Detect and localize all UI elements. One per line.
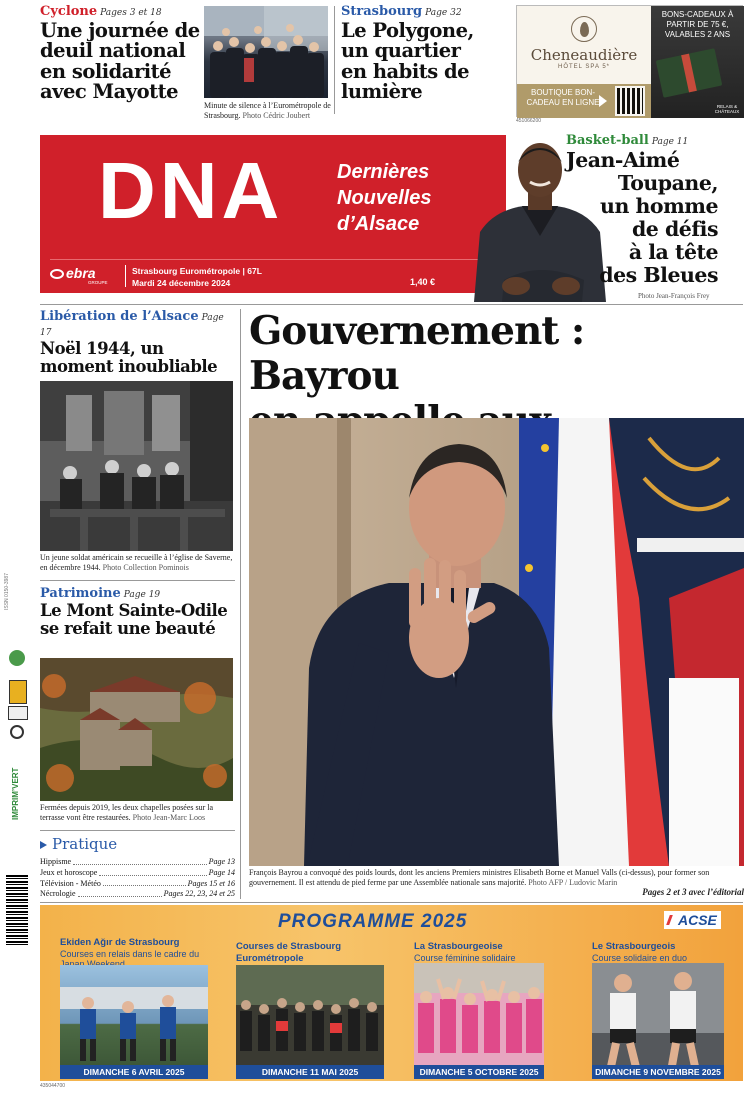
pratique-row[interactable]: Nécrologie Pages 22, 23, 24 et 25 (40, 889, 235, 899)
event-date: DIMANCHE 6 AVRIL 2025 (60, 1065, 208, 1079)
basket-credit: Photo Jean-François Frey (638, 292, 710, 300)
pratique-title: Pratique (40, 835, 235, 853)
headline-line: de défis (631, 216, 718, 241)
lead-refer[interactable]: Pages 2 et 3 avec l’éditorial (642, 887, 744, 897)
label-icon (8, 706, 28, 720)
divider (40, 902, 743, 903)
headline-line: à la tête (628, 239, 718, 264)
kicker: Libération de l’Alsace Page 17 (40, 309, 224, 338)
photo-minute-silence (204, 6, 328, 98)
basket-headline[interactable] (560, 149, 718, 287)
top-right-story[interactable] (341, 4, 506, 102)
crowd-illustration (204, 6, 328, 98)
name-line: Nouvelles (337, 187, 432, 209)
program-code: 435044700 (40, 1083, 66, 1089)
imprimvert-label: IMPRIM’VERT (11, 767, 20, 820)
edition (132, 265, 262, 290)
event-courses-strasbourg[interactable] (236, 941, 386, 1079)
event-photo (236, 965, 384, 1075)
top-photo-caption: Minute de silence à l’Eurométropole de Strasbourg. Photo Cédric Joubert (204, 101, 331, 120)
pratique-box (40, 835, 235, 900)
certification-icon (9, 680, 27, 704)
event-title: Courses de Strasbourg Eurométropole (236, 941, 342, 964)
divider (334, 6, 335, 114)
headline-line: des Bleues (599, 262, 718, 287)
triangle-right-icon (40, 841, 47, 849)
divider (40, 580, 235, 581)
caption-odile: Fermées depuis 2019, les deux chapelles posées sur la terrasse vont être restaurées. Photo Jean-Marc Loos (40, 803, 214, 822)
event-title: La Strasbourgeoise Course féminine solidaire (414, 941, 516, 963)
qr-code-icon (615, 86, 645, 116)
headline: Noël 1944, un moment inoubliable (40, 339, 218, 377)
sidebar-story-liberation[interactable] (40, 309, 235, 376)
ad-brand: Cheneaudière (530, 46, 638, 64)
runners-illustration (60, 965, 208, 1071)
headline-line: un homme (600, 193, 718, 218)
ad-brand-sub: HÔTEL SPA 5* (557, 64, 611, 70)
ebra-text: ebra (66, 265, 96, 281)
masthead[interactable] (40, 135, 506, 293)
pratique-row[interactable]: Jeux et horoscope Page 14 (40, 867, 235, 877)
basket-kicker: Basket-ball Page 11 (566, 133, 689, 148)
ad-code: 451066200 (516, 118, 542, 124)
kicker: Patrimoine Page 19 (40, 586, 161, 601)
event-ekiden[interactable] (60, 937, 210, 1079)
ad-right-panel (651, 6, 744, 118)
runner-icon (666, 915, 678, 925)
lead-photo-illustration (249, 418, 744, 866)
kicker: Strasbourg Page 32 (341, 4, 462, 19)
giftbox-illustration (656, 48, 723, 98)
divider (40, 830, 235, 831)
ad-badge: RELAIS & CHÂTEAUX (714, 104, 740, 114)
church-illustration (40, 381, 233, 551)
event-date: DIMANCHE 11 MAI 2025 (236, 1065, 384, 1079)
kicker: Cyclone Pages 3 et 18 (40, 4, 162, 19)
issn: ISSN 0150-3987 (4, 573, 10, 610)
headline: Le Mont Sainte-Odile se refait une beauté (40, 601, 228, 639)
acse-logo: ACSE (664, 911, 721, 929)
ad-logo-block (517, 6, 651, 84)
column-divider (240, 309, 241, 899)
event-date: DIMANCHE 5 OCTOBRE 2025 (414, 1065, 544, 1079)
issue-date: Mardi 24 décembre 2024 (132, 278, 231, 289)
ebra-logo (50, 265, 108, 285)
headline-line: Jean-Aimé (566, 148, 680, 172)
arrow-right-icon (599, 95, 607, 107)
event-strasbourgeois[interactable] (592, 941, 742, 1079)
ebra-icon (50, 269, 64, 279)
name-line: Dernières (337, 161, 430, 183)
event-photo (414, 963, 544, 1075)
program-banner[interactable] (40, 905, 743, 1081)
masthead-full-name (337, 159, 431, 237)
ebra-sub: GROUPE (88, 280, 108, 285)
leaf-icon (571, 16, 597, 42)
photo-mont-sainte-odile (40, 658, 233, 801)
event-strasbourgeoise[interactable] (414, 941, 564, 1079)
headline: Une journée de deuil national en solidarité avec Mayotte (40, 19, 200, 103)
masthead-sep (125, 265, 126, 287)
name-line: d’Alsace (337, 213, 420, 235)
lead-caption: François Bayrou a convoqué des poids lourds, dont les anciens Premiers ministres Elisabeth Borne et Manuel Valls (ci-dessus), pour former son gouvernement. Il est attendu de pied ferme par une Assemblée nationale sans majorité. Photo AFP / Ludovic Marin (249, 868, 710, 888)
caption-church: Un jeune soldat américain se recueille à l’église de Saverne, en décembre 1944. Photo Collection Pominois (40, 553, 233, 572)
event-title: Le Strasbourgeois Course solidaire en duo (592, 941, 688, 963)
women-runners-illustration (414, 963, 544, 1075)
price: 1,40 € (410, 277, 436, 287)
photo-church-saverne (40, 381, 233, 551)
photo-valls (249, 418, 744, 866)
pratique-row[interactable]: Télévision - Météo Pages 15 et 16 (40, 878, 235, 888)
program-title: PROGRAMME 2025 (278, 911, 468, 932)
masthead-rule (50, 259, 496, 260)
headline-line: Toupane, (617, 170, 718, 195)
sidebar-story-patrimoine[interactable] (40, 586, 235, 638)
headline-line: Gouvernement : Bayrou (249, 308, 585, 400)
ad-offer: BONS-CADEAUX À PARTIR DE 75 €, VALABLES 2 ANS (661, 10, 734, 39)
headline: Le Polygone, un quartier en habits de lumière (341, 19, 474, 103)
pratique-row[interactable]: Hippisme Page 13 (40, 857, 235, 866)
barcode-icon (6, 875, 28, 945)
pratique-list (40, 857, 235, 900)
divider (40, 304, 743, 305)
event-photo (592, 963, 724, 1075)
recycle-icon (9, 650, 25, 666)
ad-cta-text: BOUTIQUE BON-CADEAU EN LIGNE (526, 88, 600, 107)
triman-icon (10, 725, 24, 739)
duo-runners-illustration (592, 963, 724, 1075)
top-left-story[interactable] (40, 4, 205, 102)
dna-logo: DNA (98, 146, 284, 235)
event-date: DIMANCHE 9 NOVEMBRE 2025 (592, 1065, 724, 1079)
event-title: Ekiden Ağır de Strasbourg Courses en relais dans le cadre du (60, 937, 200, 959)
monastery-illustration (40, 658, 233, 801)
ad-cta[interactable] (517, 84, 651, 118)
crowd-runners-illustration (236, 965, 384, 1075)
edition-label: Strasbourg Eurométropole | 67L (132, 266, 262, 276)
ad-cheneaudiere[interactable] (516, 5, 743, 117)
event-photo (60, 965, 208, 1071)
